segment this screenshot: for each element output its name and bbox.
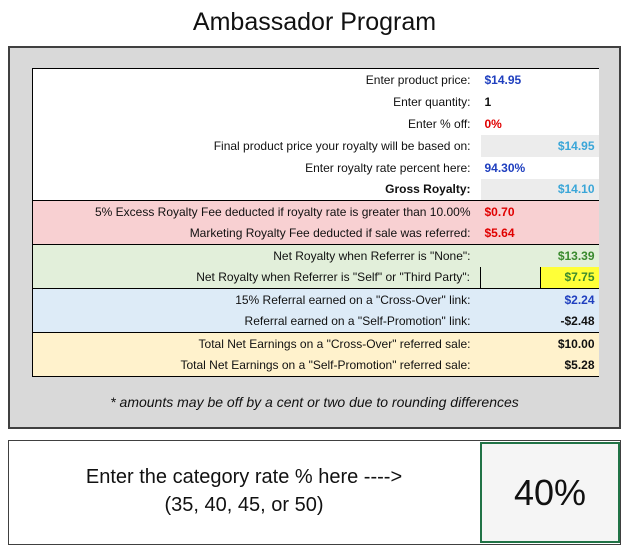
gross-royalty-value: $14.10 (481, 179, 599, 201)
self-promotion-referral-label: Referral earned on a "Self-Promotion" link: (33, 311, 481, 333)
row-cross-over-referral (33, 289, 599, 311)
gross-royalty-label: Gross Royalty: (33, 179, 481, 201)
marketing-fee-value: $5.64 (481, 223, 599, 245)
excess-fee-value: $0.70 (481, 201, 599, 223)
row-percent-off (33, 113, 599, 135)
cross-over-referral-label: 15% Referral earned on a "Cross-Over" link: (33, 289, 481, 311)
net-royalty-referrer-spacer (481, 267, 541, 289)
final-price-label: Final product price your royalty will be based on: (33, 135, 481, 157)
row-final-price (33, 135, 599, 157)
row-excess-fee (33, 201, 599, 223)
row-total-self-promotion (33, 355, 599, 377)
royalty-rate-label: Enter royalty rate percent here: (33, 157, 481, 179)
final-price-value: $14.95 (481, 135, 599, 157)
total-cross-over-label: Total Net Earnings on a "Cross-Over" referred sale: (33, 333, 481, 355)
royalty-table (32, 68, 599, 377)
row-gross-royalty (33, 179, 599, 201)
category-rate-input[interactable]: 40% (480, 442, 620, 543)
cross-over-referral-value: $2.24 (481, 289, 599, 311)
net-royalty-referrer-value: $7.75 (541, 267, 599, 289)
row-product-price (33, 69, 599, 91)
row-net-royalty-referrer (33, 267, 599, 289)
net-royalty-referrer-label: Net Royalty when Referrer is "Self" or "Third Party": (33, 267, 481, 289)
quantity-label: Enter quantity: (33, 91, 481, 113)
marketing-fee-label: Marketing Royalty Fee deducted if sale was referred: (33, 223, 481, 245)
category-rate-prompt (9, 463, 479, 519)
net-royalty-none-label: Net Royalty when Referrer is "None": (33, 245, 481, 267)
quantity-input[interactable]: 1 (481, 91, 599, 113)
royalty-rate-input[interactable]: 94.30% (481, 157, 599, 179)
page-title: Ambassador Program (192, 8, 437, 36)
category-rate-panel (8, 440, 621, 545)
calculator-panel (8, 46, 621, 429)
row-quantity (33, 91, 599, 113)
percent-off-label: Enter % off: (33, 113, 481, 135)
total-cross-over-value: $10.00 (481, 333, 599, 355)
category-rate-prompt-line2: (35, 40, 45, or 50) (164, 494, 324, 516)
row-royalty-rate (33, 157, 599, 179)
percent-off-input[interactable]: 0% (481, 113, 599, 135)
total-self-promotion-value: $5.28 (481, 355, 599, 377)
product-price-label: Enter product price: (33, 69, 481, 91)
category-rate-prompt-line1: Enter the category rate % here ----> (85, 466, 403, 488)
row-self-promotion-referral (33, 311, 599, 333)
row-total-cross-over (33, 333, 599, 355)
row-net-royalty-none (33, 245, 599, 267)
product-price-input[interactable]: $14.95 (481, 69, 599, 91)
net-royalty-none-value: $13.39 (481, 245, 599, 267)
excess-fee-label: 5% Excess Royalty Fee deducted if royalty rate is greater than 10.00% (33, 201, 481, 223)
rounding-footnote: * amounts may be off by a cent or two due to rounding differences (110, 394, 519, 410)
self-promotion-referral-value: -$2.48 (481, 311, 599, 333)
row-marketing-fee (33, 223, 599, 245)
total-self-promotion-label: Total Net Earnings on a "Self-Promotion" referred sale: (33, 355, 481, 377)
